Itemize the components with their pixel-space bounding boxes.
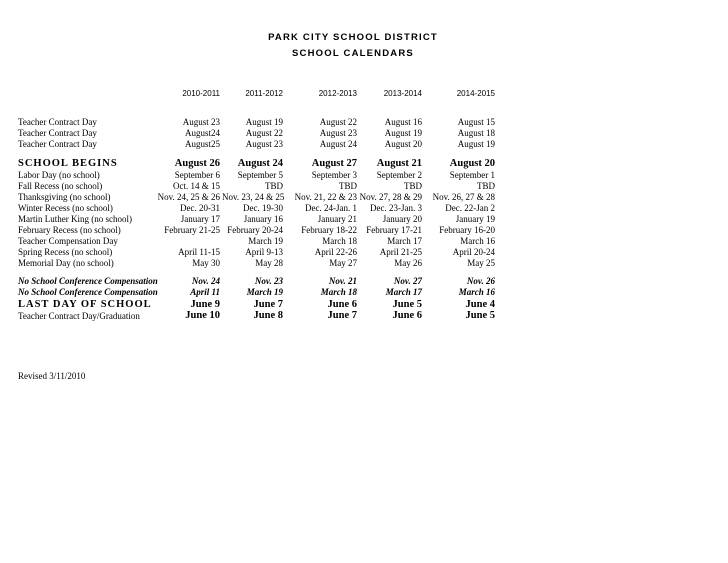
- row-value: January 17: [180, 214, 220, 224]
- conference-compensation-value: Nov. 24: [191, 276, 220, 286]
- conference-compensation-value: Nov. 27: [393, 276, 422, 286]
- last-day-value: June 7: [253, 299, 283, 310]
- row-value: August 19: [384, 128, 422, 138]
- year-header: 2010-2011: [182, 89, 220, 98]
- row-value: March 18: [322, 236, 357, 246]
- row-value: September 6: [174, 170, 220, 180]
- row-value: TBD: [265, 181, 283, 191]
- row-value: April 9-13: [245, 247, 283, 257]
- school-begins-value: August 20: [449, 158, 495, 169]
- row-label: Teacher Contract Day: [18, 117, 97, 127]
- row-value: August25: [184, 139, 220, 149]
- row-value: September 3: [311, 170, 357, 180]
- row-label: Labor Day (no school): [18, 170, 100, 180]
- row-label: Teacher Contract Day: [18, 139, 97, 149]
- year-header: 2013-2014: [383, 89, 422, 98]
- row-value: Dec. 19-30: [243, 203, 283, 213]
- conference-compensation-value: Nov. 26: [466, 276, 495, 286]
- conference-compensation-value: March 18: [320, 287, 357, 297]
- conference-compensation-value: April 11: [190, 287, 220, 297]
- row-value: TBD: [404, 181, 422, 191]
- row-value: March 19: [248, 236, 283, 246]
- row-value: April 20-24: [452, 247, 495, 257]
- row-value: TBD: [339, 181, 357, 191]
- row-value: Nov. 21, 22 & 23: [294, 192, 357, 202]
- row-value: August 22: [319, 117, 357, 127]
- row-value: February 17-21: [366, 225, 422, 235]
- row-value: March 17: [387, 236, 422, 246]
- school-begins-label: SCHOOL BEGINS: [18, 158, 118, 169]
- row-value: April 11-15: [178, 247, 220, 257]
- school-begins-value: August 27: [311, 158, 357, 169]
- conference-compensation-label: No School Conference Compensation: [18, 287, 158, 297]
- row-value: March 16: [460, 236, 495, 246]
- conference-compensation-value: March 16: [458, 287, 495, 297]
- year-header: 2014-2015: [456, 89, 495, 98]
- row-value: August 16: [384, 117, 422, 127]
- row-value: September 1: [449, 170, 495, 180]
- row-value: February 16-20: [439, 225, 495, 235]
- district-title: PARK CITY SCHOOL DISTRICT: [268, 32, 438, 43]
- row-value: January 20: [382, 214, 422, 224]
- row-value: Nov. 27, 28 & 29: [359, 192, 422, 202]
- school-begins-value: August 21: [376, 158, 422, 169]
- row-value: Oct. 14 & 15: [173, 181, 220, 191]
- row-label: Teacher Contract Day: [18, 128, 97, 138]
- row-value: Nov. 26, 27 & 28: [432, 192, 495, 202]
- row-value: August 19: [457, 139, 495, 149]
- row-value: September 2: [376, 170, 422, 180]
- row-value: Nov. 23, 24 & 25: [222, 192, 285, 202]
- row-value: February 20-24: [227, 225, 283, 235]
- row-label: Spring Recess (no school): [18, 247, 113, 257]
- row-label: Martin Luther King (no school): [18, 214, 132, 224]
- graduation-value: June 8: [253, 310, 283, 321]
- school-begins-value: August 24: [237, 158, 283, 169]
- row-value: May 26: [394, 258, 422, 268]
- row-value: May 27: [329, 258, 357, 268]
- row-value: August 18: [457, 128, 495, 138]
- row-value: May 30: [192, 258, 220, 268]
- last-day-value: June 9: [190, 299, 220, 310]
- graduation-value: June 5: [465, 310, 495, 321]
- graduation-value: June 7: [327, 310, 357, 321]
- last-day-value: June 5: [392, 299, 422, 310]
- row-value: February 21-25: [164, 225, 220, 235]
- row-label: Memorial Day (no school): [18, 258, 114, 268]
- revision-note: Revised 3/11/2010: [18, 371, 86, 381]
- conference-compensation-value: March 17: [385, 287, 422, 297]
- row-value: January 21: [317, 214, 357, 224]
- row-value: August 15: [457, 117, 495, 127]
- row-label: Teacher Contract Day/Graduation: [18, 311, 140, 321]
- row-value: August 24: [319, 139, 357, 149]
- row-value: January 16: [243, 214, 283, 224]
- row-value: Dec. 20-31: [180, 203, 220, 213]
- conference-compensation-value: Nov. 23: [254, 276, 283, 286]
- year-header: 2012-2013: [318, 89, 357, 98]
- row-label: Fall Recess (no school): [18, 181, 103, 191]
- row-value: February 18-22: [301, 225, 357, 235]
- row-value: August 23: [182, 117, 220, 127]
- row-value: August 19: [245, 117, 283, 127]
- row-label: Winter Recess (no school): [18, 203, 113, 213]
- year-header: 2011-2012: [245, 89, 283, 98]
- row-value: April 21-25: [379, 247, 422, 257]
- school-begins-value: August 26: [174, 158, 220, 169]
- last-day-value: June 6: [327, 299, 357, 310]
- row-value: Dec. 24-Jan. 1: [305, 203, 357, 213]
- row-value: April 22-26: [314, 247, 357, 257]
- row-value: August 23: [245, 139, 283, 149]
- last-day-value: June 4: [465, 299, 495, 310]
- row-value: Dec. 23-Jan. 3: [370, 203, 422, 213]
- conference-compensation-value: March 19: [246, 287, 283, 297]
- row-label: Thanksgiving (no school): [18, 192, 111, 202]
- row-value: August 22: [245, 128, 283, 138]
- row-value: Dec. 22-Jan 2: [445, 203, 495, 213]
- graduation-value: June 6: [392, 310, 422, 321]
- row-value: May 25: [467, 258, 495, 268]
- row-value: August24: [184, 128, 220, 138]
- last-day-label: LAST DAY OF SCHOOL: [18, 299, 152, 310]
- conference-compensation-label: No School Conference Compensation: [18, 276, 158, 286]
- row-value: May 28: [255, 258, 283, 268]
- graduation-value: June 10: [185, 310, 220, 321]
- row-value: August 20: [384, 139, 422, 149]
- row-value: TBD: [477, 181, 495, 191]
- row-value: January 19: [455, 214, 495, 224]
- row-label: February Recess (no school): [18, 225, 121, 235]
- row-value: September 5: [237, 170, 283, 180]
- row-value: August 23: [319, 128, 357, 138]
- calendar-subtitle: SCHOOL CALENDARS: [292, 48, 414, 59]
- row-label: Teacher Compensation Day: [18, 236, 118, 246]
- row-value: Nov. 24, 25 & 26: [157, 192, 220, 202]
- conference-compensation-value: Nov. 21: [328, 276, 357, 286]
